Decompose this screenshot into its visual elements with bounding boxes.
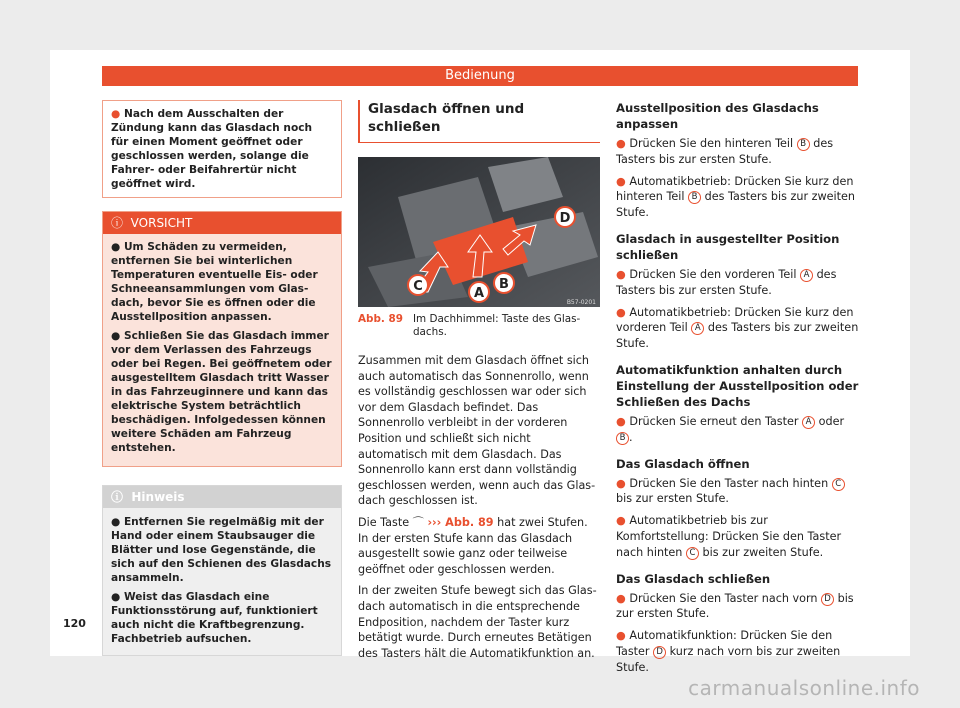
figure-label-b: B xyxy=(499,277,509,292)
caution-body xyxy=(103,234,341,466)
roof-switch-icon: ⌒ xyxy=(412,515,424,529)
figure-code: B57-0201 xyxy=(566,299,596,306)
key-c-icon: C xyxy=(832,478,845,491)
watermark: carmanualsonline.info xyxy=(688,676,920,700)
section-title: Glasdach öffnen und schließen xyxy=(358,100,600,143)
note-box xyxy=(102,100,342,198)
body-paragraph: Die Taste ⌒ ››› Abb. 89 hat zwei Stufen. In der ersten Stufe kann das Glasdach ausgestellt sowie ganz oder teilweise geöffnet oder geschlossen werden. xyxy=(358,515,588,576)
body-text xyxy=(358,353,600,661)
key-d-icon: D xyxy=(653,646,666,659)
note-text: Nach dem Ausschalten der Zündung kann das Glasdach noch für einen Moment geöffnet oder geschlossen werden, solange die Fahrer- oder Beifahrertür nicht geöffnet wird. xyxy=(111,108,313,190)
info-square-icon: ⓘ xyxy=(111,490,124,504)
bullet-icon: ● xyxy=(111,108,121,120)
key-b-icon: B xyxy=(616,432,629,445)
key-a-icon: A xyxy=(802,416,815,429)
caution-box xyxy=(102,211,342,467)
page-number: 120 xyxy=(63,617,86,630)
hint-header xyxy=(103,486,341,508)
roof-switch-illustration xyxy=(358,157,600,307)
caution-title: VORSICHT xyxy=(130,216,193,230)
roof-switch-figure xyxy=(358,157,600,307)
body-paragraph: In der zweiten Stufe bewegt sich das Glasdach automatisch in die entsprechende Endposition, nachdem der Taster kurz betätigt wurde. Durch erneutes Betätigen des Tasters hält die Automatikfunktion an. xyxy=(358,584,597,660)
step: ● Drücken Sie erneut den Taster A oder B . xyxy=(616,414,845,444)
hint-item: ● Entfernen Sie regelmäßig mit der Hand oder einem Staubsauger die Blätter und lose Gegenstände, die sich auf den Schienen des Glasdachs ansammeln. xyxy=(111,516,332,584)
page-header: Bedienung xyxy=(102,66,858,86)
right-column xyxy=(616,100,860,682)
key-c-icon: C xyxy=(686,547,699,560)
subheading: Ausstellposition des Glasdachs anpassen xyxy=(616,101,819,131)
caption-text: Im Dachhimmel: Taste des Glasdachs. xyxy=(412,313,581,338)
figure-label-d: D xyxy=(559,211,571,226)
key-b-icon: B xyxy=(797,138,810,151)
step: ● Automatikbetrieb: Drücken Sie kurz den hinteren Teil B des Tasters bis zur zweiten Stufe. xyxy=(616,174,855,220)
hint-body xyxy=(103,508,341,655)
figure-reference-link[interactable]: ››› Abb. 89 xyxy=(427,515,494,529)
figure-caption xyxy=(358,313,600,339)
hint-box xyxy=(102,485,342,656)
hint-item: ● Weist das Glasdach eine Funktionsstörung auf, funktioniert auch nicht die Kraftbegrenzung. Fachbetrieb aufsuchen. xyxy=(111,591,318,645)
key-b-icon: B xyxy=(688,191,701,204)
step: ● Automatikbetrieb bis zur Komfortstellung: Drücken Sie den Taster nach hinten C bis zur zweiten Stufe. xyxy=(616,514,842,559)
key-a-icon: A xyxy=(691,322,704,335)
subheading: Das Glasdach schließen xyxy=(616,571,771,586)
figure-label-c: C xyxy=(413,279,423,294)
caution-item: ● Schließen Sie das Glasdach immer vor dem Verlassen des Fahrzeugs oder bei Regen. Bei geöffnetem oder ausgestelltem Glasdach tritt Wasser in das Fahrzeuginnere und kann das elektrische System beträchtlich beschädigen. Infolgedessen können weitere Schäden am Fahrzeug entstehen. xyxy=(111,330,332,454)
caption-figure-number: Abb. 89 xyxy=(358,313,403,325)
info-circle-icon: ⓘ xyxy=(111,216,124,230)
step: ● Automatikbetrieb: Drücken Sie kurz den vorderen Teil A des Tasters bis zur zweiten Stufe. xyxy=(616,305,859,351)
figure-label-a: A xyxy=(473,286,485,301)
step: ● Drücken Sie den hinteren Teil B des Tasters bis zur ersten Stufe. xyxy=(616,137,834,166)
body-paragraph: Zusammen mit dem Glasdach öffnet sich auch automatisch das Sonnenrollo, wenn es vollständig geschlossen war oder sich vor dem Glasdach befindet. Das Sonnenrollo verbleibt in der vorderen Position und schließt sich nicht automatisch mit dem Glasdach. Das Sonnenrollo kann erst dann vollständig geschlossen werden, wenn auch das Glasdach geschlossen ist. xyxy=(358,354,596,508)
subheading: Automatikfunktion anhalten durch Einstellung der Ausstellposition oder Schließen des Dachs xyxy=(616,362,859,409)
key-a-icon: A xyxy=(800,269,813,282)
left-column xyxy=(102,100,342,656)
subheading: Glasdach in ausgestellter Position schließen xyxy=(616,231,840,262)
step: ● Drücken Sie den Taster nach vorn D bis zur ersten Stufe. xyxy=(616,591,854,621)
middle-column xyxy=(358,100,600,667)
step: ● Drücken Sie den vorderen Teil A des Tasters bis zur ersten Stufe. xyxy=(616,267,837,297)
hint-title: Hinweis xyxy=(131,490,185,504)
key-d-icon: D xyxy=(821,593,834,606)
step: ● Drücken Sie den Taster nach hinten C bis zur ersten Stufe. xyxy=(616,476,860,508)
caution-item: ● Um Schäden zu vermeiden, entfernen Sie bei winterlichen Temperaturen eventuelle Eis- oder Schneeansammlungen vom Glasdach, bevor Sie es öffnen oder die Ausstellposition anpassen. xyxy=(111,241,318,323)
step: ● Automatikfunktion: Drücken Sie den Taster D kurz nach vorn bis zur zweiten Stufe. xyxy=(616,629,841,674)
caution-header xyxy=(103,212,341,234)
subheading: Das Glasdach öffnen xyxy=(616,456,750,471)
